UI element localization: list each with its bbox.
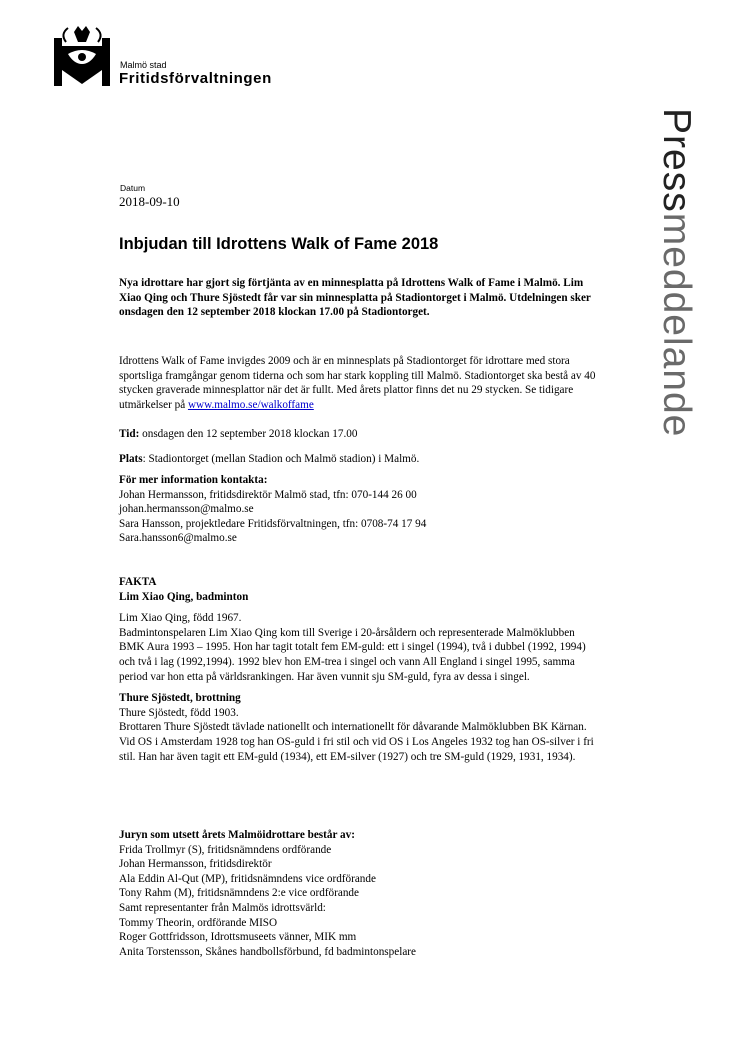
walk-of-fame-link[interactable]: www.malmo.se/walkoffame xyxy=(187,398,314,411)
malmo-stad-logo xyxy=(54,24,110,86)
org-name: Fritidsförvaltningen xyxy=(119,70,272,87)
press-label-light: meddelande xyxy=(655,212,698,438)
person1-text: Badmintonspelaren Lim Xiao Qing kom till Sverige i 20-årsåldern och representerade Malmöklubben BMK Aura 1993 – 1995. Hon har tagit totalt fem EM-guld: ett i singel (1994), två i dubbel (1992, 1994) och två i lag (1992,1994). 1992 blev hon EM-trea i singel och vann All England i singel 1995, samma period var hon etta på världsrankingen. Har även vunnit sju SM-guld, fyra av dessa i singel. xyxy=(119,626,586,683)
time-value: onsdagen den 12 september 2018 klockan 17.00 xyxy=(139,428,358,440)
jury-section xyxy=(119,828,599,959)
jury-member: Tony Rahm (M), fritidsnämndens 2:e vice ordförande xyxy=(119,887,359,900)
person2-heading: Thure Sjöstedt, brottning xyxy=(119,692,241,705)
jury-member: Tommy Theorin, ordförande MISO xyxy=(119,916,278,929)
person2-born: Thure Sjöstedt, född 1903. xyxy=(119,706,239,719)
contact-heading: För mer information kontakta: xyxy=(119,474,268,486)
jury-member: Anita Torstensson, Skånes handbollsförbund, fd badmintonspelare xyxy=(119,945,416,958)
press-release-label xyxy=(657,108,696,437)
jury-heading: Juryn som utsett årets Malmöidrottare består av: xyxy=(119,829,355,841)
page-title: Inbjudan till Idrottens Walk of Fame 2018 xyxy=(119,235,439,253)
lead-paragraph: Nya idrottare har gjort sig förtjänta av en minnesplatta på Idrottens Walk of Fame i Malmö. Lim Xiao Qing och Thure Sjöstedt får var sin minnesplatta på Stadiontorget i Malmö. Utdelningen sker onsdagen den 12 september 2018 klockan 17.00 på Stadiontorget. xyxy=(119,277,591,319)
contact-line: Johan Hermansson, fritidsdirektör Malmö stad, tfn: 070-144 26 00 xyxy=(119,488,417,501)
jury-member: Samt representanter från Malmös idrottsvärld: xyxy=(119,901,326,914)
fakta-heading: FAKTA xyxy=(119,576,157,588)
place-label: Plats xyxy=(119,453,143,465)
org-name-small: Malmö stad xyxy=(120,60,167,70)
fakta-section xyxy=(119,575,599,764)
time-line xyxy=(119,427,599,442)
contact-email[interactable]: johan.hermansson@malmo.se xyxy=(119,503,254,516)
press-label-dark: Press xyxy=(655,108,698,213)
person1-born: Lim Xiao Qing, född 1967. xyxy=(119,612,242,625)
jury-member: Frida Trollmyr (S), fritidsnämndens ordförande xyxy=(119,843,332,856)
contact-email[interactable]: Sara.hansson6@malmo.se xyxy=(119,532,237,545)
contact-line: Sara Hansson, projektledare Fritidsförvaltningen, tfn: 0708-74 17 94 xyxy=(119,517,427,530)
intro-text: Idrottens Walk of Fame invigdes 2009 och är en minnesplats på Stadiontorget för idrottare med stora sportsliga framgångar genom tiderna och som har stark koppling till Malmö. Stadiontorget ska bestå av 40 stycken graverade minnesplattor när det är fullt. Med årets plattor finns det nu 29 stycken. Se tidigare utmärkelser på xyxy=(119,355,596,411)
jury-member: Ala Eddin Al-Qut (MP), fritidsnämndens vice ordförande xyxy=(119,872,376,885)
intro-paragraph xyxy=(119,354,599,412)
person2-text: Brottaren Thure Sjöstedt tävlade nationellt och internationellt för dåvarande Malmöklubben BK Kärnan. Vid OS i Amsterdam 1928 tog han OS-guld i fri stil och vid OS i Los Angeles 1932 tog han OS-silver i fri stil. Han har även tagit ett EM-guld (1934), ett EM-silver (1927) och tre SM-guld (1929, 1931, 1934). xyxy=(119,721,594,763)
place-line xyxy=(119,452,599,467)
date-label: Datum xyxy=(120,183,146,193)
jury-member: Johan Hermansson, fritidsdirektör xyxy=(119,858,272,871)
time-label: Tid: xyxy=(119,428,140,440)
person1-heading: Lim Xiao Qing, badminton xyxy=(119,590,249,603)
date-value: 2018-09-10 xyxy=(119,194,180,209)
jury-member: Roger Gottfridsson, Idrottsmuseets vänner, MIK mm xyxy=(119,931,357,944)
contact-section xyxy=(119,473,599,546)
place-value: : Stadiontorget (mellan Stadion och Malmö stadion) i Malmö. xyxy=(142,453,420,465)
